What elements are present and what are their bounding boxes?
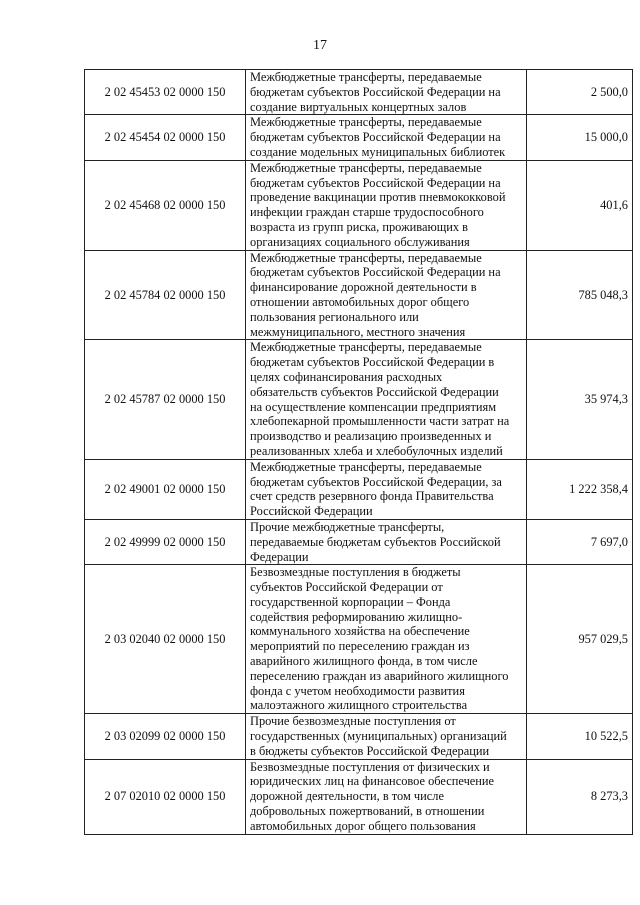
description-line: организациях социального обслуживания (250, 234, 470, 249)
description-cell (246, 340, 527, 459)
description-line: Межбюджетные трансферты, передаваемые (250, 115, 482, 130)
description-line: Межбюджетные трансферты, передаваемые (250, 250, 482, 265)
description-cell (246, 250, 527, 340)
description-line: на осуществление компенсации предприятиям (250, 399, 497, 414)
table-row (85, 759, 633, 834)
page-number: 17 (313, 38, 327, 53)
amount-cell: 8 273,3 (527, 759, 633, 834)
budget-code-cell: 2 03 02099 02 0000 150 (85, 714, 246, 759)
table-row (85, 340, 633, 459)
table-row (85, 714, 633, 759)
budget-code-cell: 2 02 45784 02 0000 150 (85, 250, 246, 340)
amount-cell: 10 522,5 (527, 714, 633, 759)
budget-code-cell: 2 02 45468 02 0000 150 (85, 160, 246, 250)
description-cell (246, 70, 527, 115)
description-line: государственных (муниципальных) организаций (250, 729, 507, 744)
description-line: бюджетам субъектов Российской Федерации на (250, 130, 501, 145)
table-row (85, 250, 633, 340)
description-line: инфекции граждан старше трудоспособного (250, 205, 484, 220)
description-line: Межбюджетные трансферты, передаваемые (250, 70, 482, 84)
amount-cell: 957 029,5 (527, 565, 633, 714)
amount-cell: 7 697,0 (527, 519, 633, 564)
description-line: бюджетам субъектов Российской Федерации в (250, 355, 495, 370)
budget-revenue-table (84, 69, 633, 835)
description-line: бюджетам субъектов Российской Федерации на (250, 265, 501, 280)
budget-code-cell: 2 07 02010 02 0000 150 (85, 759, 246, 834)
description-cell (246, 160, 527, 250)
description-line: финансирование дорожной деятельности в (250, 280, 477, 295)
description-line: целях софинансирования расходных (250, 369, 443, 384)
table-row (85, 115, 633, 160)
description-line: субъектов Российской Федерации от (250, 580, 443, 595)
table-row (85, 519, 633, 564)
budget-code-cell: 2 02 45453 02 0000 150 (85, 70, 246, 115)
amount-cell: 35 974,3 (527, 340, 633, 459)
amount-cell: 401,6 (527, 160, 633, 250)
amount-cell: 1 222 358,4 (527, 459, 633, 519)
description-line: переселению граждан из аварийного жилищного (250, 668, 509, 683)
amount-cell: 15 000,0 (527, 115, 633, 160)
description-line: Межбюджетные трансферты, передаваемые (250, 459, 482, 474)
description-line: фонда с учетом необходимости развития (250, 683, 465, 698)
table-body (85, 70, 633, 835)
description-line: добровольных пожертвований, в отношении (250, 804, 485, 819)
description-line: отношении автомобильных дорог общего (250, 294, 470, 309)
description-line: бюджетам субъектов Российской Федерации на (250, 84, 501, 99)
budget-code-cell: 2 02 49999 02 0000 150 (85, 519, 246, 564)
description-line: пользования регионального или (250, 309, 419, 324)
description-line: Межбюджетные трансферты, передаваемые (250, 160, 482, 175)
table-row (85, 459, 633, 519)
description-line: бюджетам субъектов Российской Федерации на (250, 175, 501, 190)
description-line: Российской Федерации (250, 504, 373, 519)
budget-code-cell: 2 03 02040 02 0000 150 (85, 565, 246, 714)
description-line: государственной корпорации – Фонда (250, 594, 451, 609)
description-line: реализованных хлеба и хлебобулочных изделий (250, 443, 503, 458)
description-line: Межбюджетные трансферты, передаваемые (250, 340, 482, 355)
description-line: обязательств субъектов Российской Федерации (250, 384, 499, 399)
description-line: Прочие безвозмездные поступления от (250, 714, 456, 729)
description-line: Прочие межбюджетные трансферты, (250, 519, 445, 534)
description-line: Безвозмездные поступления от физических и (250, 759, 490, 774)
table-row (85, 70, 633, 115)
description-cell (246, 714, 527, 759)
description-line: создание виртуальных концертных залов (250, 99, 467, 114)
description-line: проведение вакцинации против пневмококковой (250, 190, 506, 205)
description-cell (246, 115, 527, 160)
description-line: хлебопекарной промышленности части затрат на (250, 414, 510, 429)
description-line: в бюджеты субъектов Российской Федерации (250, 743, 490, 758)
description-line: юридических лиц на финансовое обеспечение (250, 774, 495, 789)
description-line: дорожной деятельности, в том числе (250, 789, 444, 804)
table-row (85, 565, 633, 714)
description-line: содействия реформированию жилищно- (250, 609, 463, 624)
description-cell (246, 759, 527, 834)
amount-cell: 785 048,3 (527, 250, 633, 340)
description-cell (246, 519, 527, 564)
description-line: межмуниципального, местного значения (250, 324, 466, 339)
table-row (85, 160, 633, 250)
description-line: мероприятий по переселению граждан из (250, 639, 470, 654)
description-line: малоэтажного жилищного строительства (250, 698, 468, 713)
description-line: бюджетам субъектов Российской Федерации, за (250, 474, 502, 489)
description-line: производство и реализацию произведенных и (250, 429, 492, 444)
description-line: Безвозмездные поступления в бюджеты (250, 565, 461, 580)
description-line: передаваемые бюджетам субъектов Российской (250, 534, 501, 549)
description-line: автомобильных дорог общего пользования (250, 818, 476, 833)
description-cell (246, 459, 527, 519)
budget-code-cell: 2 02 45787 02 0000 150 (85, 340, 246, 459)
description-line: аварийного жилищного фонда, в том числе (250, 654, 478, 669)
budget-code-cell: 2 02 49001 02 0000 150 (85, 459, 246, 519)
description-line: возраста из групп риска, проживающих в (250, 219, 469, 234)
amount-cell: 2 500,0 (527, 70, 633, 115)
description-line: создание модельных муниципальных библиотек (250, 144, 506, 159)
description-cell (246, 565, 527, 714)
description-line: Федерации (250, 549, 309, 564)
budget-code-cell: 2 02 45454 02 0000 150 (85, 115, 246, 160)
description-line: коммунального хозяйства на обеспечение (250, 624, 470, 639)
description-line: счет средств резервного фонда Правительства (250, 489, 494, 504)
